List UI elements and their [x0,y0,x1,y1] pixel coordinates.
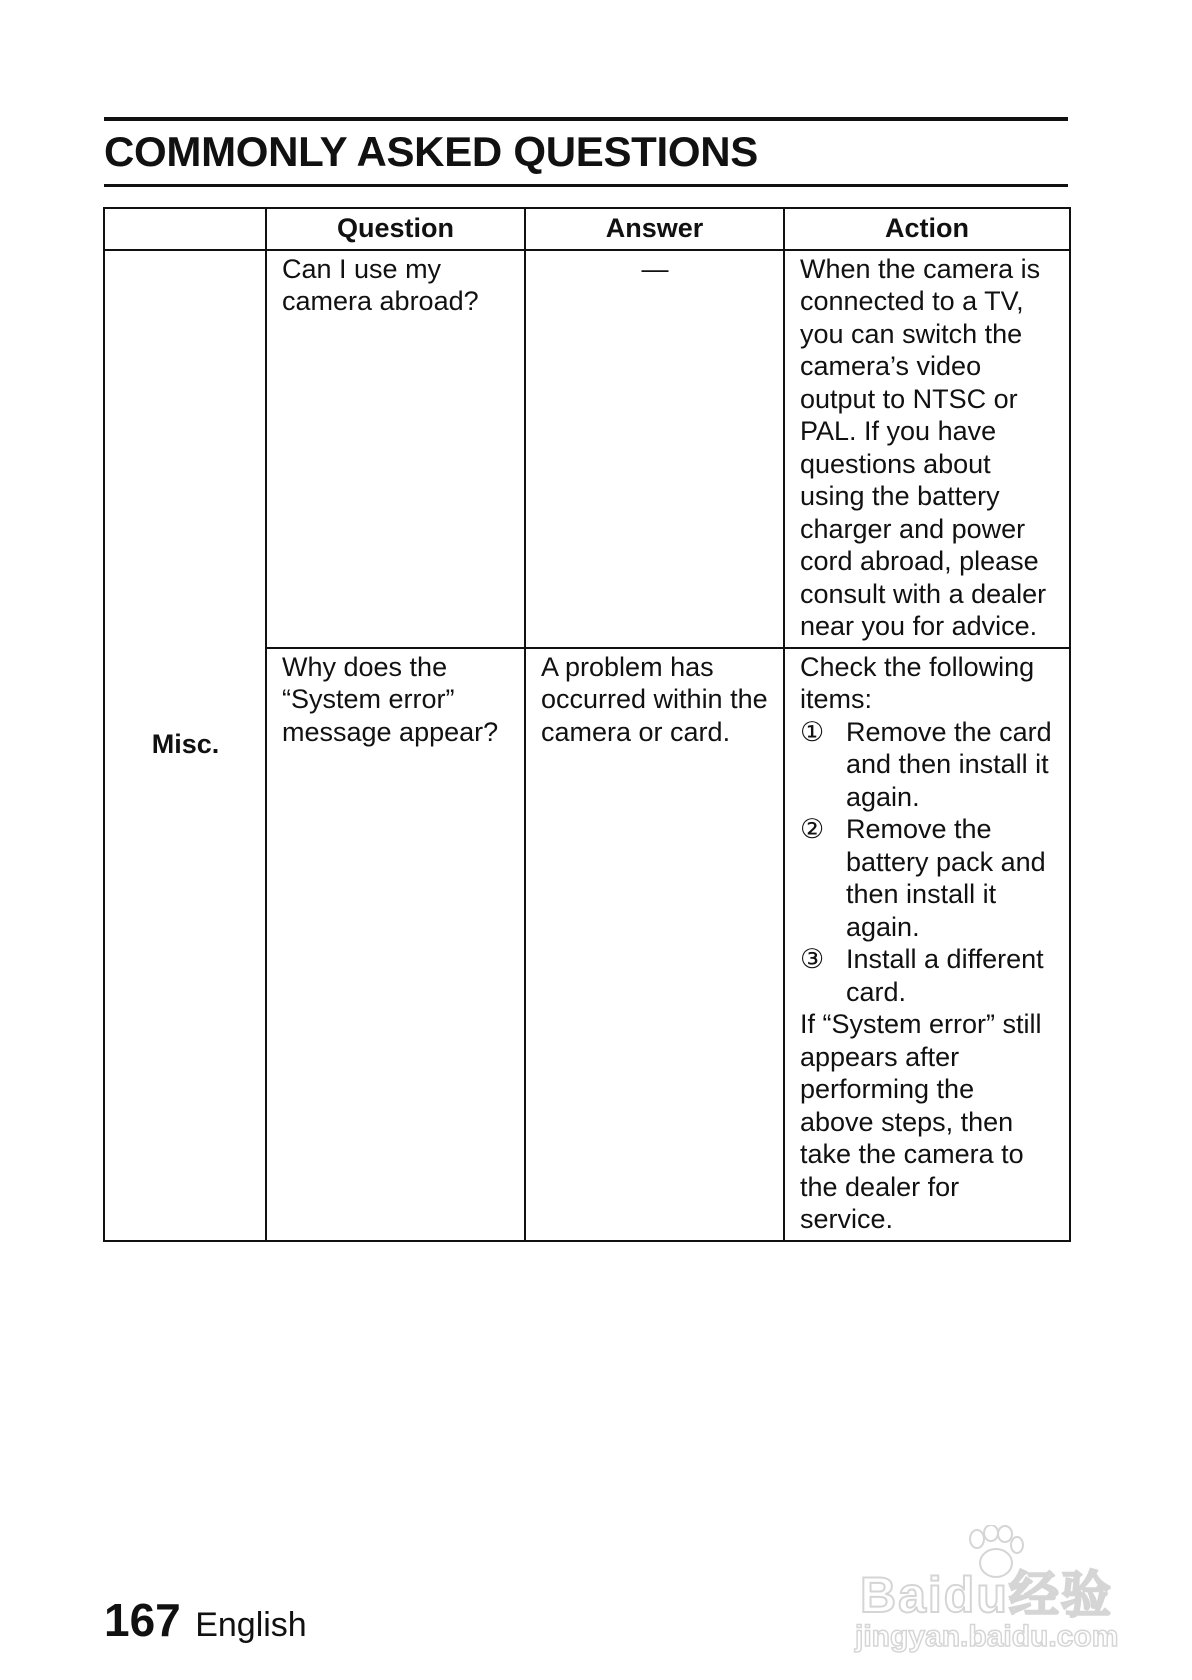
watermark-brand: Baidu经验 [860,1567,1113,1623]
step-text: Install a different card. [846,944,1044,1007]
step-number-3: ③ [800,944,825,974]
category-cell: Misc. [104,250,266,1241]
header-action: Action [784,208,1070,250]
watermark-site: jingyan.baidu.com [855,1620,1119,1653]
answer-cell: — [525,250,784,648]
action-step [800,943,1055,1008]
action-step [800,813,1055,943]
table-header-row [104,208,1070,250]
action-cell: When the camera is connected to a TV, you can switch the camera’s video output to NTSC or PAL. If you have questions about using the battery charger and power cord abroad, please consult with a dealer near you for advice. [784,250,1070,648]
page-footer [104,1592,307,1660]
question-cell: Why does the “System error” message appear? [266,648,525,1241]
page-language: English [195,1606,307,1644]
baidu-watermark [850,1525,1135,1655]
page-number: 167 [104,1594,181,1646]
action-steps-list [800,716,1055,1009]
step-text: Remove the battery pack and then install it again. [846,814,1046,942]
answer-cell: A problem has occurred within the camera or card. [525,648,784,1241]
table-row [104,250,1070,648]
header-answer: Answer [525,208,784,250]
faq-table [103,207,1071,1242]
action-cell [784,648,1070,1241]
action-outro: If “System error” still appears after performing the above steps, then take the camera to the dealer for service. [800,1009,1042,1234]
question-cell: Can I use my camera abroad? [266,250,525,648]
step-number-1: ① [800,716,825,747]
header-category [104,208,266,250]
title-bottom-rule [104,184,1068,187]
step-text: Remove the card and then install it again. [846,716,1052,812]
action-intro: Check the following items: [800,651,1035,714]
step-number-2: ② [800,814,825,844]
page-title: COMMONLY ASKED QUESTIONS [104,128,758,175]
action-step [800,716,1055,814]
header-question: Question [266,208,525,250]
title-top-rule [104,117,1068,121]
